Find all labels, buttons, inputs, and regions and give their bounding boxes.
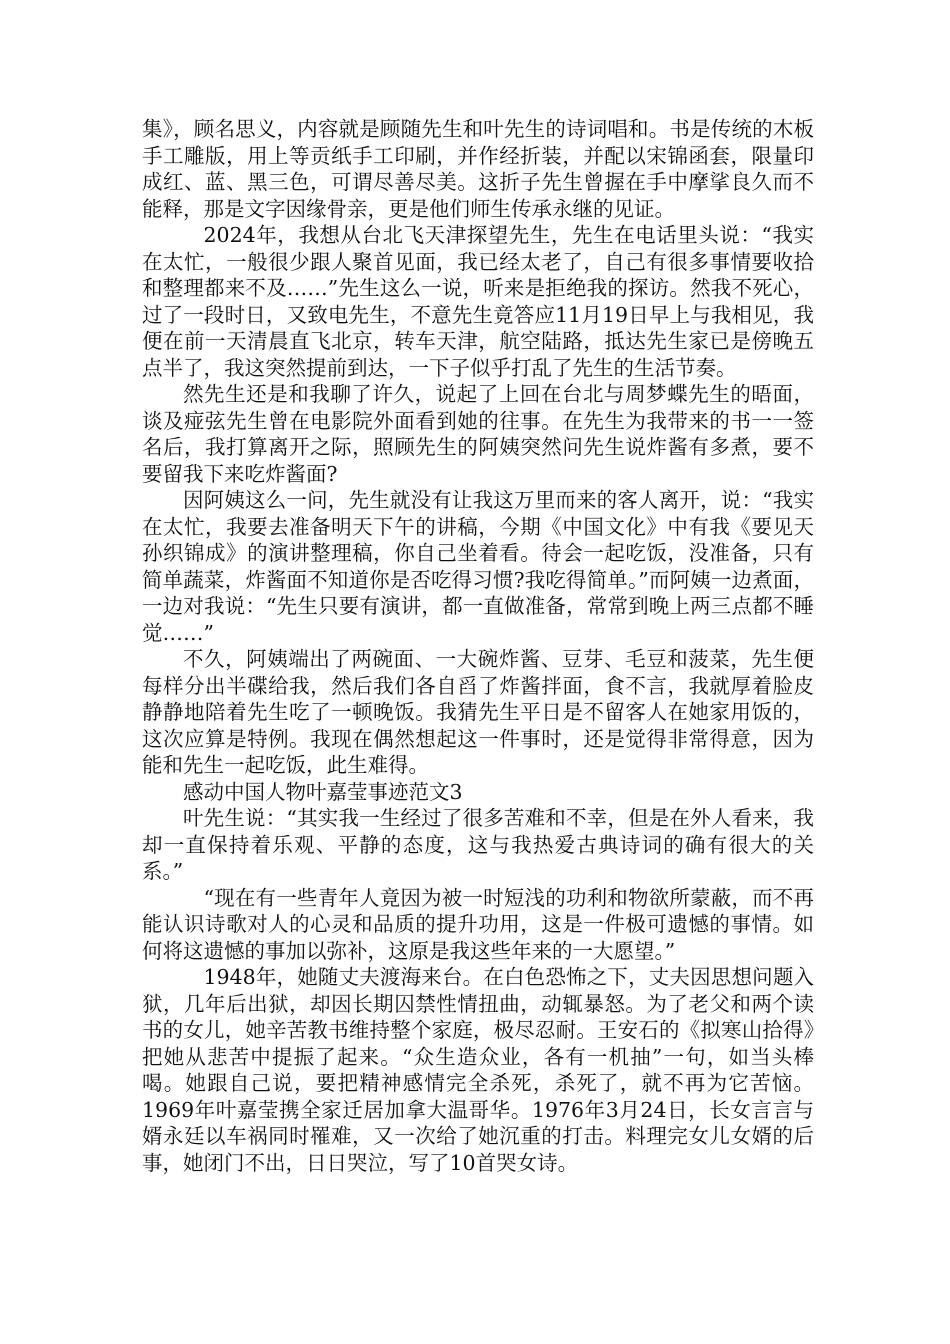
paragraph-1948: 1948年，她随丈夫渡海来台。在白色恐怖之下，丈夫因思想问题入狱，几年后出狱，却因长期囚禁性情扭曲，动辄暴怒。为了老父和两个读书的女儿，她辛苦教书维持整个家庭，极尽忍耐。王安石的《拟寒山拾得》把她从悲苦中提振了起来。“众生造众业，各有一机抽”一句，如当头棒喝。她跟自己说，要把精神感情完全杀死，杀死了，就不再为它苦恼。1969年叶嘉莹携全家迁居加拿大温哥华。1976年3月24日，长女言言与婿永廷以车祸同时罹难，又一次给了她沉重的打击。料理完女儿女婿的后事，她闭门不出，日日哭泣，写了10首哭女诗。 [142,965,814,1175]
paragraph-quote-1: 叶先生说：“其实我一生经过了很多苦难和不幸，但是在外人看来，我却一直保持着乐观、平静的态度，这与我热爱古典诗词的确有很大的关系。” [142,806,814,883]
paragraph-conversation: 然先生还是和我聊了许久，说起了上回在台北与周梦蝶先生的晤面，谈及痖弦先生曾在电影院外面看到她的往事。在先生为我带来的书一一签名后，我打算离开之际，照顾先生的阿姨突然问先生说炸酱有多煮，要不要留我下来吃炸酱面? [142,382,814,486]
paragraph-quote-2: “现在有一些青年人竟因为被一时短浅的功利和物欲所蒙蔽，而不再能认识诗歌对人的心灵和品质的提升功用，这是一件极可遗憾的事情。如何将这遗憾的事加以弥补，这原是我这些年来的一大愿望。” [142,885,814,963]
document-body [142,116,814,1176]
paragraph-stay-for-dinner: 因阿姨这么一问，先生就没有让我这万里而来的客人离开，说：“我实在太忙，我要去准备明天下午的讲稿，今期《中国文化》中有我《要见天孙织锦成》的演讲整理稿，你自己坐着看。待会一起吃饭，没准备，只有简单蔬菜，炸酱面不知道你是否吃得习惯?我吃得简单。”而阿姨一边煮面，一边对我说：“先生只要有演讲，都一直做准备，常常到晚上两三点都不睡觉……” [142,488,814,645]
section-heading: 感动中国人物叶嘉莹事迹范文3 [183,779,463,804]
paragraph-2024-visit: 2024年，我想从台北飞天津探望先生，先生在电话里头说：“我实在太忙，一般很少跟人聚首见面，我已经太老了，自己有很多事情要收拾和整理都来不及……”先生这么一说，听来是拒绝我的探访。然我不死心，过了一段时日，又致电先生，不意先生竟答应11月19日早上与我相见，我便在前一天清晨直飞北京，转车天津，航空陆路，抵达先生家已是傍晚五点半了，我这突然提前到达，一下子似乎打乱了先生的生活节奏。 [142,223,814,380]
paragraph-dinner: 不久，阿姨端出了两碗面、一大碗炸酱、豆芽、毛豆和菠菜，先生便每样分出半碟给我，然后我们各自舀了炸酱拌面，食不言，我就厚着脸皮静静地陪着先生吃了一顿晚饭。我猜先生平日是不留客人在她家用饭的，这次应算是特例。我现在偶然想起这一件事时，还是觉得非常得意，因为能和先生一起吃饭，此生难得。 [142,647,814,777]
paragraph-continuation: 集》，顾名思义，内容就是顾随先生和叶先生的诗词唱和。书是传统的木板手工雕版，用上等贡纸手工印刷，并作经折装，并配以宋锦函套，限量印成红、蓝、黑三色，可谓尽善尽美。这折子先生曾握在手中摩挲良久而不能释，那是文字因缘骨亲，更是他们师生传承永继的见证。 [142,117,814,221]
